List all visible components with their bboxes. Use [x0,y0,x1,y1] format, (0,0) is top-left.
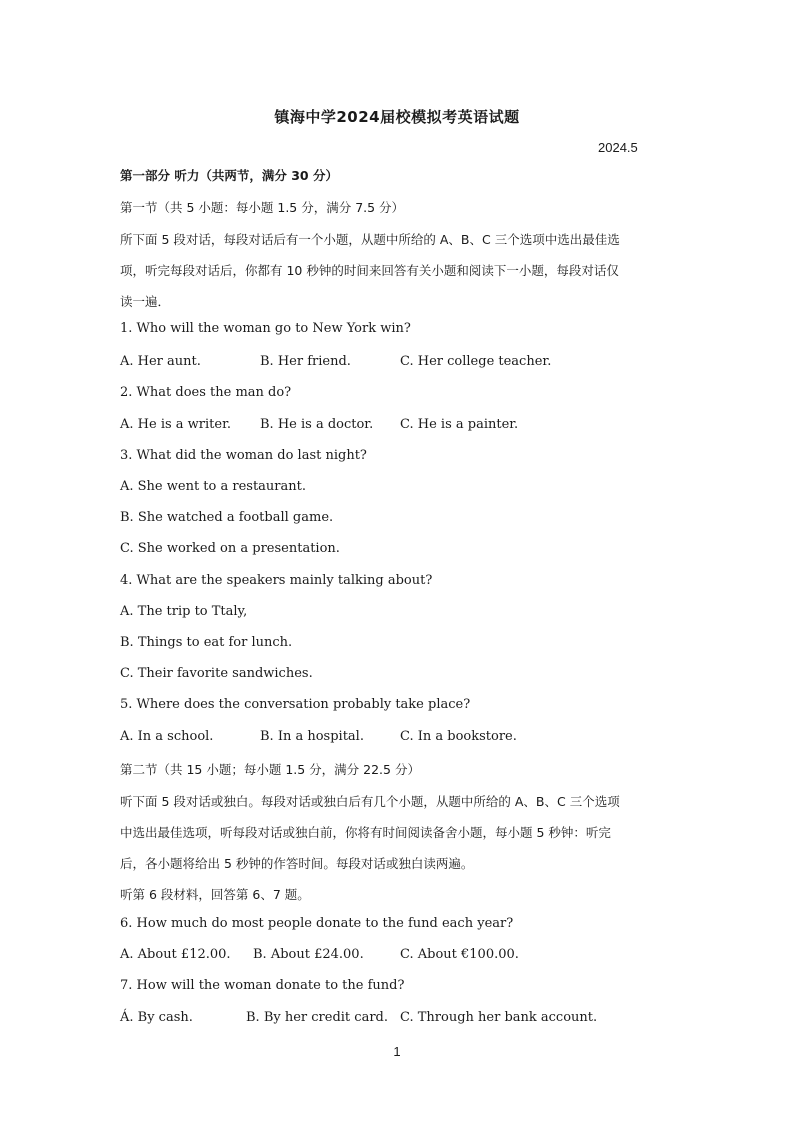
page-number: 1 [393,1044,401,1059]
section1-instruction-line: 读一遍． [120,294,171,309]
section1-instruction-line: 项，听完每段对话后，你都有 10 秒钟的时间来回答有关小题和阅读下一小题，每段对话仅 [120,263,619,278]
question-3: 3. What did the woman do last night? [120,448,367,463]
question-2: 2. What does the man do? [120,385,292,400]
q6-option-b: B. About £24.00. [253,947,364,962]
q5-option-a: A. In a school. [120,729,214,744]
material-note: 听第 6 段材料，回答第 6、7 题。 [120,887,310,902]
q4-option-b: B. Things to eat for lunch. [120,635,293,650]
q3-option-a: A. She went to a restaurant. [120,479,306,494]
section1-instruction-line: 所下面 5 段对话，每段对话后有一个小题，从题中所给的 A、B、C 三个选项中选出最佳选 [120,232,620,247]
q4-option-c: C. Their favorite sandwiches. [120,666,313,681]
q7-option-b: B. By her credit card. [246,1010,388,1025]
section2-instruction-line: 中选出最佳选项，听每段对话或独白前，你将有时间阅读备舍小题，每小题 5 秒钟：听完 [120,825,611,840]
q7-option-c: C. Through her bank account. [400,1010,598,1025]
q1-option-b: B. Her friend. [260,354,351,369]
q5-option-c: C. In a bookstore. [400,729,517,744]
question-4: 4. What are the speakers mainly talking about? [120,573,433,588]
exam-date: 2024.5 [598,140,638,155]
section2-instruction-line: 后，各小题将给出 5 秒钟的作答时间。每段对话或独白读两遍。 [120,856,474,871]
q7-option-a: Á. By cash. [120,1010,193,1025]
q4-option-a: A. The trip to Ttaly, [120,604,248,619]
q1-option-c: C. Her college teacher. [400,354,552,369]
q6-option-c: C. About €100.00. [400,947,519,962]
q2-option-a: A. He is a writer. [120,417,231,432]
q2-option-c: C. He is a painter. [400,417,519,432]
q1-option-a: A. Her aunt. [120,354,201,369]
question-6: 6. How much do most people donate to the fund each year? [120,916,514,931]
section1-heading: 第一节（共 5 小题：每小题 1.5 分，满分 7.5 分） [120,200,405,215]
section2-heading: 第二节（共 15 小题；每小题 1.5 分，满分 22.5 分） [120,762,420,777]
q6-option-a: A. About £12.00. [120,947,231,962]
exam-title: 镇海中学2024届校模拟考英语试题 [274,108,520,126]
question-5: 5. Where does the conversation probably take place? [120,697,471,712]
q3-option-c: C. She worked on a presentation. [120,541,340,556]
q2-option-b: B. He is a doctor. [260,417,374,432]
question-1: 1. Who will the woman go to New York win? [120,321,411,336]
part1-heading: 第一部分 听力（共两节，满分 30 分） [120,168,338,183]
q3-option-b: B. She watched a football game. [120,510,334,525]
q5-option-b: B. In a hospital. [260,729,364,744]
section2-instruction-line: 听下面 5 段对话或独白。每段对话或独白后有几个小题，从题中所给的 A、B、C 三个选项 [120,794,620,809]
question-7: 7. How will the woman donate to the fund? [120,978,405,993]
